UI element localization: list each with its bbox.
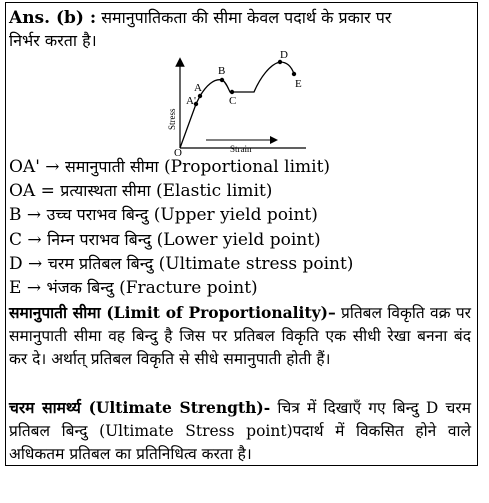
y-axis-label: Stress	[167, 108, 177, 130]
point-b	[220, 78, 224, 82]
paragraph-limit-of-proportionality	[9, 301, 471, 371]
label-o: O	[174, 147, 182, 158]
paragraph-heading: समानुपाती सीमा (Limit of Proportionality)–	[9, 303, 336, 322]
point-a	[198, 94, 202, 98]
label-d: D	[280, 49, 288, 61]
paragraph-heading: चरम सामर्थ्य (Ultimate Strength)-	[9, 398, 271, 417]
definition-row: OA = प्रत्यास्थता सीमा (Elastic limit)	[9, 181, 273, 201]
paragraph-ultimate-strength	[9, 396, 471, 466]
point-c	[230, 90, 234, 94]
definition-row: B → उच्च पराभव बिन्दु (Upper yield point)	[9, 205, 318, 225]
x-axis-label: Strain	[230, 144, 252, 154]
label-b: B	[218, 65, 226, 77]
answer-line-2: निर्भर करता है।	[9, 31, 97, 50]
definition-row: E → भंजक बिन्दु (Fracture point)	[9, 278, 258, 298]
answer-prefix: Ans. (b) :	[9, 8, 97, 28]
stress-strain-diagram	[158, 48, 308, 158]
label-e: E	[295, 78, 302, 90]
answer-text-1: समानुपातिकता की सीमा केवल पदार्थ के प्रकार पर	[96, 8, 392, 27]
paragraph-body: प्रतिबल विकृति वक्र पर समानुपाती सीमा वह बिन्दु है जिस पर प्रतिबल विकृति एक सीधी रेखा बनना बंद कर दे। अर्थात् प्रतिबल विकृति से सीधे समानुपाती होती हैं।	[9, 304, 471, 368]
label-c: C	[229, 95, 237, 107]
answer-line-1	[9, 8, 391, 28]
label-a: A	[194, 82, 202, 94]
definition-row: OA' → समानुपाती सीमा (Proportional limit)	[9, 157, 331, 177]
point-e	[292, 72, 296, 76]
label-a-prime: A'	[186, 95, 196, 107]
definition-row: D → चरम प्रतिबल बिन्दु (Ultimate stress point)	[9, 254, 354, 274]
definition-row: C → निम्न पराभव बिन्दु (Lower yield point)	[9, 230, 321, 250]
paragraph-body: चित्र में दिखाएँ गए बिन्दु D चरम प्रतिबल बिन्दु (Ultimate Stress point)पदार्थ में विकसित होने वाले अधिकतम प्रतिबल का प्रतिनिधित्व करता है।	[9, 399, 472, 463]
